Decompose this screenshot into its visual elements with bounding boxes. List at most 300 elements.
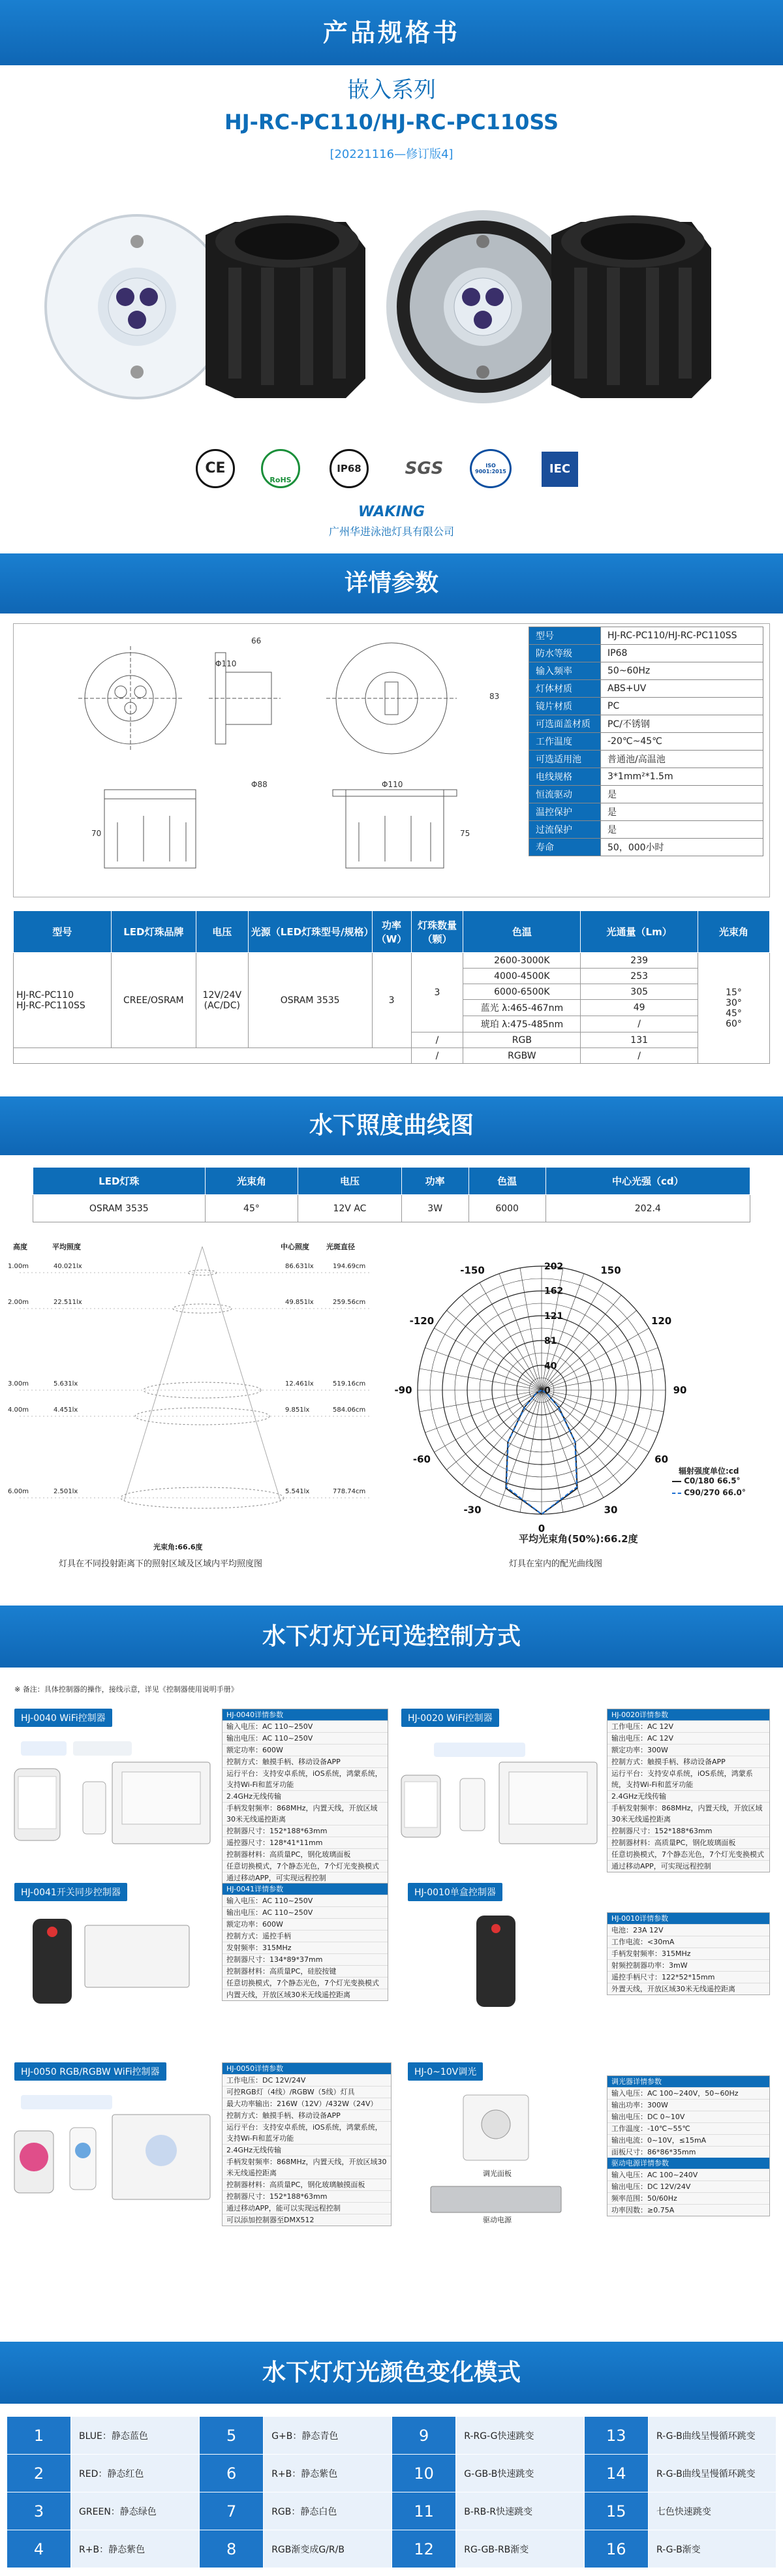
- polar-legend-0: [672, 1476, 741, 1485]
- spec-key: 寿命: [529, 839, 601, 856]
- color-row: [7, 2455, 776, 2492]
- spec-key: 可选适用池: [529, 751, 601, 768]
- cone-dia-label: 光斑直径: [326, 1243, 355, 1251]
- dimmer-illustration: [418, 2088, 587, 2226]
- legend-swatch: [672, 1493, 681, 1494]
- spec-line: 控制器材料：高质量PC，钢化玻璃面板: [607, 1837, 769, 1848]
- spec-line: 射频控制器功率：3mW: [607, 1959, 769, 1971]
- cell-lm: /: [581, 1048, 698, 1064]
- spec-key: 过流保护: [529, 821, 601, 839]
- ph-v1: 45°: [205, 1195, 298, 1222]
- cone-avg: 5.631lx: [54, 1380, 78, 1388]
- control-title: 水下灯灯光可选控制方式: [262, 1623, 521, 1650]
- spec-line: 通过移动APP，可实现远程控制: [223, 1872, 388, 1884]
- mode-num: 12: [392, 2530, 455, 2568]
- mode-text: G+B：静态青色: [264, 2417, 392, 2455]
- ctrl-spec: [607, 2075, 770, 2216]
- spec-line: 输出电压：DC 0~10V: [607, 2111, 769, 2122]
- spec-line: 控制方式：触摸手柄、移动设备APP: [223, 2109, 391, 2121]
- mode-num: 1: [7, 2417, 71, 2455]
- polar-spoke: [462, 1390, 542, 1485]
- cell-ct: RGB: [463, 1032, 581, 1048]
- color-row: [7, 2417, 776, 2455]
- cone-row: [8, 1299, 386, 1309]
- spec-row: [529, 698, 763, 715]
- ctrl-title: HJ-0041开关同步控制器: [14, 1883, 127, 1901]
- cone-avg-label: 平均照度: [52, 1243, 81, 1251]
- spec-line: 控制器尺寸：152*188*63mm: [223, 2190, 391, 2202]
- mode-text: R-G-B曲线呈慢循环跳变: [648, 2417, 776, 2455]
- polar-beam-label: 平均光束角(50%):66.2度: [519, 1533, 638, 1545]
- polar-spoke: [446, 1390, 542, 1470]
- mode-num: 2: [7, 2455, 71, 2492]
- spec-row: [529, 751, 763, 768]
- spec-title: HJ-0020详情参数: [607, 1709, 769, 1720]
- blank-cell: [14, 1048, 412, 1064]
- polar-angle-label: -30: [463, 1504, 482, 1516]
- control-note: ※ 备注：具体控制器的操作，接线示意，详见《控制器使用说明手册》: [14, 1685, 238, 1694]
- mode-text: RGB渐变成G/R/B: [264, 2530, 392, 2568]
- polar-spoke: [542, 1390, 621, 1485]
- dim-d70: 70: [91, 829, 102, 838]
- cone-h-label: 高度: [13, 1243, 27, 1251]
- company-name: 广州华进泳池灯具有限公司: [328, 525, 454, 538]
- model-title: HJ-RC-PC110/HJ-RC-PC110SS: [224, 110, 559, 134]
- spec-line: 内置天线，开放区域30米无线遥控距离: [223, 1989, 388, 2000]
- spec-key: 温控保护: [529, 803, 601, 821]
- spec-key: 恒流驱动: [529, 786, 601, 803]
- spec-value: 50~60Hz: [601, 662, 763, 680]
- cell-beam: [698, 953, 770, 1064]
- dim-d83: 83: [489, 692, 500, 701]
- cell-source: OSRAM 3535: [248, 953, 372, 1048]
- curve-title: 水下照度曲线图: [309, 1112, 474, 1139]
- mode-num: 15: [584, 2492, 648, 2530]
- cone-h: 2.00m: [8, 1299, 29, 1306]
- th-lm: 光通量（Lm）: [581, 911, 698, 953]
- sgs-icon: SGS: [405, 459, 444, 478]
- spec-line: 输出电压：AC 110~250V: [223, 1732, 388, 1744]
- mode-text: B-RB-R快速跳变: [456, 2492, 584, 2530]
- page-title: 产品规格书: [322, 18, 460, 47]
- cell-lm: 131: [581, 1032, 698, 1048]
- spec-row: [529, 680, 763, 698]
- spec-line: 频率范围：50/60Hz: [607, 2192, 769, 2204]
- spec-row: [529, 786, 763, 803]
- ph-h1: 光束角: [205, 1168, 298, 1195]
- polar-legend-1: [672, 1488, 746, 1497]
- spec-value: PC/不锈钢: [601, 715, 763, 733]
- ctrl-title: HJ-0020 WiFi控制器: [401, 1709, 499, 1727]
- ce-icon: CE: [196, 449, 235, 488]
- iso-icon: ISO 9001:2015: [470, 449, 512, 488]
- cone-row: [8, 1380, 386, 1391]
- spec-line: 工作电压：DC 12V/24V: [223, 2074, 391, 2086]
- polar-angle-label: 0: [538, 1523, 545, 1534]
- polar-tick-label: 202: [544, 1262, 564, 1272]
- spec-row: [529, 821, 763, 839]
- spec-row: [529, 839, 763, 856]
- ip68-icon: IP68: [330, 449, 369, 488]
- cone-center: 49.851lx: [285, 1299, 314, 1306]
- cone-h: 1.00m: [8, 1263, 29, 1270]
- cone-dia: 194.69cm: [333, 1263, 366, 1270]
- details-title: 详情参数: [344, 570, 438, 597]
- ctrl-title: HJ-0050 RGB/RGBW WiFi控制器: [14, 2062, 166, 2081]
- spec-value: 50，000小时: [601, 839, 763, 856]
- spec-row: [529, 645, 763, 662]
- spec-line: 额定功率：600W: [223, 1918, 388, 1930]
- photometry-table: [33, 1167, 750, 1222]
- spec-value: IP68: [601, 645, 763, 662]
- panel-label: 调光面板: [483, 2169, 512, 2178]
- color-banner: [0, 2342, 783, 2404]
- cell-voltage: 12V/24V (AC/DC): [196, 953, 248, 1048]
- polar-angle-label: -60: [412, 1453, 431, 1465]
- spec-line: 控制器尺寸：152*188*63mm: [607, 1825, 769, 1837]
- th-source: 光源（LED灯珠型号/规格）: [248, 911, 372, 953]
- polar-angle-label: 60: [654, 1453, 669, 1465]
- beam-value: 60°: [726, 1018, 742, 1029]
- th-voltage: 电压: [196, 911, 248, 953]
- spec-value: HJ-RC-PC110/HJ-RC-PC110SS: [601, 627, 763, 645]
- mode-num: 3: [7, 2492, 71, 2530]
- legend-label: C90/270 66.0°: [684, 1488, 746, 1497]
- cell-ct: 琥珀 λ:475-485nm: [463, 1016, 581, 1032]
- spec-line: 额定功率：300W: [607, 1744, 769, 1756]
- spec-line: 2.4GHz无线传输: [607, 1790, 769, 1802]
- dim-d88: Φ88: [251, 780, 268, 789]
- mode-text: R+B：静态紫色: [71, 2530, 200, 2568]
- spec-title: HJ-0010详情参数: [607, 1913, 769, 1924]
- cone-dia: 259.56cm: [333, 1299, 366, 1306]
- spec-line: 手柄发射频率：868MHz，内置天线，开放区域30米无线遥控距离: [223, 2156, 391, 2179]
- cell-lm: 253: [581, 969, 698, 984]
- controller-illustration: [401, 1736, 604, 1847]
- cone-dia: 584.06cm: [333, 1406, 366, 1414]
- th-brand: LED灯珠品牌: [111, 911, 196, 953]
- polar-angle-label: -120: [409, 1315, 435, 1327]
- cell-lm: 49: [581, 1000, 698, 1016]
- spec-value: 是: [601, 786, 763, 803]
- spec-row: [529, 715, 763, 733]
- spec-line: 输出电压：AC 110~250V: [223, 1906, 388, 1918]
- spec-row: [529, 627, 763, 645]
- cone-dia: 519.16cm: [333, 1380, 366, 1388]
- spec-title: HJ-0050详情参数: [223, 2063, 391, 2074]
- spec-line: 运行平台：支持安卓系统，iOS系统，鸿蒙系统，支持Wi-Fi和蓝牙功能: [607, 1767, 769, 1790]
- spec-line: 手柄发射频率：315MHz: [607, 1948, 769, 1959]
- th-model: 型号: [14, 911, 112, 953]
- details-banner: [0, 553, 783, 613]
- spec-value: 普通池/高温池: [601, 751, 763, 768]
- ctrl-spec: [607, 1709, 770, 1872]
- spec-line: 外置天线，开放区域30米无线遥控距离: [607, 1983, 769, 1994]
- spec-line: 控制方式：触摸手柄、移动设备APP: [607, 1756, 769, 1767]
- spec-line: 控制器尺寸：134*89*37mm: [223, 1953, 388, 1965]
- mode-text: R+B：静态紫色: [264, 2455, 392, 2492]
- spec-line: 输入电压：AC 100~240V，50~60Hz: [607, 2087, 769, 2099]
- mode-text: G-GB-B快速跳变: [456, 2455, 584, 2492]
- cell-qty-slash: /: [411, 1048, 463, 1064]
- cell-lm: 305: [581, 984, 698, 1000]
- spec-line: 任意切换模式，7个静态光色，7个灯光变换模式: [223, 1860, 388, 1872]
- cone-row: [8, 1263, 386, 1273]
- cone-avg: 4.451lx: [54, 1406, 78, 1414]
- spec-key: 灯体材质: [529, 680, 601, 698]
- spec-key: 输入频率: [529, 662, 601, 680]
- spec-line: 通过移动APP，可实现远程控制: [607, 1860, 769, 1872]
- cone-center: 5.541lx: [285, 1488, 310, 1495]
- polar-angle-label: 150: [600, 1264, 621, 1277]
- ph-h3: 功率: [401, 1168, 468, 1195]
- ph-v3: 3W: [401, 1195, 468, 1222]
- controller-illustration: [14, 1736, 217, 1847]
- legend-swatch: [672, 1481, 681, 1482]
- spec-value: 是: [601, 821, 763, 839]
- cone-caption: 灯具在不同投射距离下的照射区域及区域内平均照度图: [59, 1559, 263, 1569]
- mode-num: 10: [392, 2455, 455, 2492]
- cell-qty-slash: /: [411, 1032, 463, 1048]
- spec-key: 可选面盖材质: [529, 715, 601, 733]
- mode-text: RG-GB-RB渐变: [456, 2530, 584, 2568]
- ctrl-spec: [607, 1912, 770, 1995]
- cell-brand: CREE/OSRAM: [111, 953, 196, 1048]
- spec-row: [529, 662, 763, 680]
- ctrl-spec: [222, 1709, 388, 1884]
- spec-line: 发射频率：315MHz: [223, 1942, 388, 1953]
- spec-value: PC: [601, 698, 763, 715]
- product-table: [13, 910, 770, 1064]
- polar-spoke: [542, 1390, 637, 1470]
- spec-line: 任意切换模式，7个静态光色，7个灯光变换模式: [223, 1977, 388, 1989]
- spec-key: 型号: [529, 627, 601, 645]
- polar-spoke: [446, 1311, 542, 1390]
- th-ct: 色温: [463, 911, 581, 953]
- th-power: 功率（W）: [372, 911, 411, 953]
- spec-line: 运行平台：支持安卓系统，iOS系统，鸿蒙系统，支持Wi-Fi和蓝牙功能: [223, 1767, 388, 1790]
- ph-v2: 12V AC: [298, 1195, 401, 1222]
- spec-line: 控制器材料：高质量PC，硅胶按键: [223, 1965, 388, 1977]
- spec-key: 防水等级: [529, 645, 601, 662]
- spec-line: 任意切换模式，7个静态光色，7个灯光变换模式: [607, 1848, 769, 1860]
- polar-chart: [394, 1240, 763, 1547]
- cone-beam-label: 光束角:66.6度: [153, 1543, 203, 1551]
- curve-banner: [0, 1096, 783, 1155]
- spec-line: 输入电压：AC 100~240V: [607, 2169, 769, 2180]
- spec-row: [529, 768, 763, 786]
- ph-v4: 6000: [468, 1195, 545, 1222]
- spec-line: 可以添加控制器至DMX512: [223, 2214, 391, 2226]
- spec-line: 控制方式：触摸手柄、移动设备APP: [223, 1756, 388, 1767]
- mode-text: GREEN：静态绿色: [71, 2492, 200, 2530]
- cone-center: 12.461lx: [285, 1380, 314, 1388]
- dim-d110-b: Φ110: [382, 780, 403, 789]
- spec-key: 镜片材质: [529, 698, 601, 715]
- spec-line: 面板尺寸：86*86*35mm: [607, 2146, 769, 2158]
- polar-angle-label: -90: [394, 1384, 412, 1396]
- spec-line: 2.4GHz无线传输: [223, 2144, 391, 2156]
- polar-tick-label: 40: [544, 1361, 557, 1372]
- beam-value: 30°: [726, 997, 742, 1008]
- cone-center: 86.631lx: [285, 1263, 314, 1270]
- cell-qty: 3: [411, 953, 463, 1032]
- ph-v0: OSRAM 3535: [33, 1195, 206, 1222]
- dim-d75: 75: [460, 829, 470, 838]
- spec-line: 遥控手柄尺寸：122*52*15mm: [607, 1971, 769, 1983]
- ph-v5: 202.4: [545, 1195, 750, 1222]
- cone-h: 6.00m: [8, 1488, 29, 1495]
- cone-center-label: 中心照度: [281, 1243, 309, 1251]
- mode-text: 七色快速跳变: [648, 2492, 776, 2530]
- spec-line: 工作温度：-10℃~55℃: [607, 2122, 769, 2134]
- mode-text: R-G-B渐变: [648, 2530, 776, 2568]
- cell-lm: 239: [581, 953, 698, 969]
- mode-num: 7: [200, 2492, 264, 2530]
- color-mode-table: [7, 2416, 776, 2568]
- spec-line: 遥控器尺寸：128*41*11mm: [223, 1837, 388, 1848]
- cert-row: [196, 449, 587, 488]
- cell-ct: RGBW: [463, 1048, 581, 1064]
- spec-row: [529, 803, 763, 821]
- spec-value: -20℃~45℃: [601, 733, 763, 751]
- color-title: 水下灯灯光颜色变化模式: [262, 2359, 521, 2386]
- ctrl-title: HJ-0010单盒控制器: [408, 1883, 502, 1901]
- cell-ct: 6000-6500K: [463, 984, 581, 1000]
- spec-title: HJ-0040详情参数: [223, 1709, 388, 1720]
- cell-ct: 4000-4500K: [463, 969, 581, 984]
- cone-h: 3.00m: [8, 1380, 29, 1388]
- mode-text: R-G-B曲线呈慢循环跳变: [648, 2455, 776, 2492]
- polar-tick-label: 0: [544, 1386, 551, 1396]
- cone-h: 4.00m: [8, 1406, 29, 1414]
- mode-num: 13: [584, 2417, 648, 2455]
- polar-tick-label: 81: [544, 1335, 557, 1346]
- th-qty: 灯珠数量（颗）: [411, 911, 463, 953]
- mode-num: 16: [584, 2530, 648, 2568]
- control-banner: [0, 1606, 783, 1668]
- spec-line: 控制器材料：高质量PC，钢化玻璃面板: [223, 1848, 388, 1860]
- spec-row: [529, 733, 763, 751]
- spec-key: 工作温度: [529, 733, 601, 751]
- polar-caption: 灯具在室内的配光曲线图: [509, 1559, 603, 1569]
- spec-line: 通过移动APP，能可以实现远程控制: [223, 2202, 391, 2214]
- color-row: [7, 2530, 776, 2568]
- cone-center: 9.851lx: [285, 1406, 310, 1414]
- mode-text: RGB：静态白色: [264, 2492, 392, 2530]
- ph-h0: LED灯珠: [33, 1168, 206, 1195]
- mode-text: R-RG-G快速跳变: [456, 2417, 584, 2455]
- spec-title: HJ-0041详情参数: [223, 1884, 388, 1895]
- mode-num: 14: [584, 2455, 648, 2492]
- mode-num: 4: [7, 2530, 71, 2568]
- cone-avg: 22.511lx: [54, 1299, 82, 1306]
- polar-spoke: [462, 1295, 542, 1390]
- beam-value: 15°: [726, 987, 742, 998]
- iec-icon: IEC: [542, 452, 578, 487]
- cone-avg: 2.501lx: [54, 1488, 78, 1495]
- spec-line: 2.4GHz无线传输: [223, 1790, 388, 1802]
- revision-label: [20221116—修订版4]: [330, 147, 453, 161]
- ph-h4: 色温: [468, 1168, 545, 1195]
- legend-label: C0/180 66.5°: [684, 1476, 741, 1485]
- spec-line: 运行平台：支持安卓系统，iOS系统，鸿蒙系统，支持Wi-Fi和蓝牙功能: [223, 2121, 391, 2144]
- polar-spoke: [542, 1311, 637, 1390]
- polar-angle-label: -150: [460, 1264, 485, 1277]
- cell-ct: 蓝光 λ:465-467nm: [463, 1000, 581, 1016]
- spec-key: 电线规格: [529, 768, 601, 786]
- cell-power: 3: [372, 953, 411, 1048]
- spec-title: 调光器详情参数: [607, 2076, 769, 2087]
- mode-num: 5: [200, 2417, 264, 2455]
- spec-line: 工作电压：AC 12V: [607, 1720, 769, 1732]
- polar-angle-label: 90: [673, 1384, 687, 1396]
- controller-illustration: [14, 2092, 217, 2203]
- brand-logo: WAKING: [358, 504, 425, 520]
- spec-line: 工作电流：<30mA: [607, 1936, 769, 1948]
- spec-line: 输入电压：AC 110~250V: [223, 1895, 388, 1906]
- spec-line: 功率因数：≥0.75A: [607, 2204, 769, 2216]
- rohs-icon: RoHS: [261, 449, 300, 488]
- cell-model: HJ-RC-PC110 HJ-RC-PC110SS: [14, 953, 112, 1048]
- spec-line: 电池：23A 12V: [607, 1924, 769, 1936]
- color-row: [7, 2492, 776, 2530]
- controller-illustration: [20, 1912, 215, 2010]
- spec-line: 输出电流：0~10V，≤15mA: [607, 2134, 769, 2146]
- dim-d110: Φ110: [215, 659, 237, 668]
- cell-ct: 2600-3000K: [463, 953, 581, 969]
- polar-angle-label: 120: [651, 1315, 672, 1327]
- cone-dia: 778.74cm: [333, 1488, 366, 1495]
- spec-line: 手柄发射频率：868MHz，内置天线，开放区域30米无线遥控距离: [607, 1802, 769, 1825]
- cone-avg: 40.021lx: [54, 1263, 82, 1270]
- spec-line: 输出电压：AC 12V: [607, 1732, 769, 1744]
- cone-row: [8, 1488, 386, 1498]
- series-title: 嵌入系列: [347, 77, 436, 103]
- spec-value: ABS+UV: [601, 680, 763, 698]
- technical-drawing: [20, 627, 522, 894]
- ctrl-spec: [222, 1883, 388, 2001]
- ph-h5: 中心光强（cd）: [545, 1168, 750, 1195]
- mode-text: RED：静态红色: [71, 2455, 200, 2492]
- spec-table: [529, 627, 763, 856]
- polar-labels: [394, 1262, 686, 1534]
- spec-line: 控制方式：遥控手柄: [223, 1930, 388, 1942]
- spec-line: 控制器尺寸：152*188*63mm: [223, 1825, 388, 1837]
- polar-legend-title: 辐射强度单位:cd: [679, 1466, 739, 1476]
- polar-tick-label: 162: [544, 1286, 564, 1297]
- mode-num: 9: [392, 2417, 455, 2455]
- mode-num: 6: [200, 2455, 264, 2492]
- spec-line: 额定功率：600W: [223, 1744, 388, 1756]
- spec-line: 输入电压：AC 110~250V: [223, 1720, 388, 1732]
- title-banner: [0, 0, 783, 65]
- spec-line: 最大功率输出：216W（12V）/432W（24V）: [223, 2098, 391, 2109]
- ctrl-title: HJ-0~10V调光: [408, 2062, 483, 2081]
- th-beam: 光束角: [698, 911, 770, 953]
- polar-angle-label: 30: [604, 1504, 618, 1516]
- cell-lm: /: [581, 1016, 698, 1032]
- spec-line: 可控RGB灯（4线）/RGBW（5线）灯具: [223, 2086, 391, 2098]
- driver-label: 驱动电源: [483, 2216, 512, 2224]
- remote-illustration: [457, 1912, 535, 2010]
- mode-text: BLUE：静态蓝色: [71, 2417, 200, 2455]
- spec-value: 是: [601, 803, 763, 821]
- spec-value: 3*1mm²*1.5m: [601, 768, 763, 786]
- ctrl-spec: [222, 2062, 392, 2226]
- beam-value: 45°: [726, 1008, 742, 1019]
- polar-tick-label: 121: [544, 1311, 564, 1322]
